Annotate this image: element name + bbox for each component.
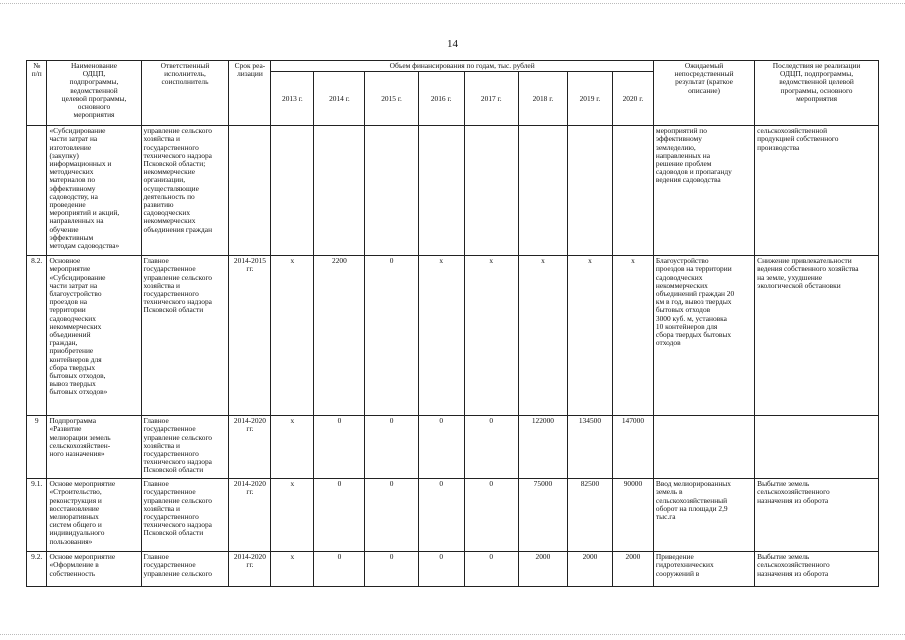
funding-cell: 134500 bbox=[567, 416, 612, 479]
funding-cell bbox=[418, 126, 464, 256]
page-edge-top bbox=[0, 3, 905, 4]
row-consequence: сельскохозяйственной продукцией собственного производства bbox=[755, 126, 879, 256]
row-result bbox=[653, 416, 754, 479]
header-year: 2013 г. bbox=[271, 72, 314, 126]
table-row bbox=[27, 256, 879, 416]
row-executor: Главное государственное управление сельского bbox=[141, 552, 229, 587]
funding-cell: 2000 bbox=[518, 552, 567, 587]
header-year: 2017 г. bbox=[464, 72, 518, 126]
funding-cell: 2000 bbox=[567, 552, 612, 587]
row-num: 9 bbox=[27, 416, 47, 479]
funding-cell bbox=[464, 126, 518, 256]
header-num: № п/п bbox=[27, 61, 47, 126]
funding-cell: 0 bbox=[365, 552, 418, 587]
row-name: Подпрограмма «Развитие мелиорации земель сельскохозяйствен- ного назначения» bbox=[47, 416, 141, 479]
header-year: 2019 г. bbox=[567, 72, 612, 126]
funding-cell: 82500 bbox=[567, 479, 612, 552]
header-executor: Ответственный исполнитель, соисполнитель bbox=[141, 61, 229, 126]
funding-cell bbox=[567, 126, 612, 256]
row-result: мероприятий по эффективному земледелию, направленных на решение проблем садоводов и пропаганду ведения садоводства bbox=[653, 126, 754, 256]
header-year: 2020 г. bbox=[612, 72, 653, 126]
program-table bbox=[26, 60, 879, 587]
row-num: 9.2. bbox=[27, 552, 47, 587]
funding-cell bbox=[271, 126, 314, 256]
header-year: 2018 г. bbox=[518, 72, 567, 126]
funding-cell: x bbox=[271, 552, 314, 587]
header-result: Ожидаемый непосредственный результат (краткое описание) bbox=[653, 61, 754, 126]
row-term: 2014-2020 гг. bbox=[229, 552, 271, 587]
funding-cell: 0 bbox=[314, 479, 365, 552]
funding-cell: 0 bbox=[464, 552, 518, 587]
row-executor: Главное государственное управление сельского хозяйства и государственного технического надзора Псковской области bbox=[141, 256, 229, 416]
funding-cell bbox=[365, 126, 418, 256]
row-name: «Субсидирование части затрат на изготовление (закупку) информационных и методических материалов по эффективному садоводству, на проведение мероприятий и акций, направленных на обучение эффективным методам садоводства» bbox=[47, 126, 141, 256]
header-term: Срок реа- лизации bbox=[229, 61, 271, 126]
row-term bbox=[229, 126, 271, 256]
table-body bbox=[27, 126, 879, 587]
funding-cell: 0 bbox=[418, 479, 464, 552]
funding-cell: 0 bbox=[365, 256, 418, 416]
row-consequence bbox=[755, 416, 879, 479]
page-edge-bottom bbox=[0, 634, 905, 635]
row-consequence: Выбытие земель сельскохозяйственного назначения из оборота bbox=[755, 479, 879, 552]
row-result: Ввод мелиорированных земель в сельскохозяйственный оборот на площади 2,9 тыс.га bbox=[653, 479, 754, 552]
row-executor: управление сельского хозяйства и государственного технического надзора Псковской области; некоммерческие организации, осуществляющие деятельность по развитию садоводческих некоммерческих объединения граждан bbox=[141, 126, 229, 256]
funding-cell: 0 bbox=[365, 479, 418, 552]
page-number: 14 bbox=[447, 38, 458, 50]
funding-cell: 0 bbox=[314, 416, 365, 479]
table-row bbox=[27, 416, 879, 479]
header-funding: Объем финансирования по годам, тыс. рублей bbox=[271, 61, 654, 72]
funding-cell: 75000 bbox=[518, 479, 567, 552]
row-num: 8.2. bbox=[27, 256, 47, 416]
funding-cell bbox=[518, 126, 567, 256]
funding-cell: 2200 bbox=[314, 256, 365, 416]
row-executor: Главное государственное управление сельского хозяйства и государственного технического надзора Псковской области bbox=[141, 479, 229, 552]
funding-cell: x bbox=[518, 256, 567, 416]
funding-cell: x bbox=[271, 416, 314, 479]
header-year: 2016 г. bbox=[418, 72, 464, 126]
funding-cell bbox=[314, 126, 365, 256]
row-term: 2014-2020 гг. bbox=[229, 416, 271, 479]
header-year: 2014 г. bbox=[314, 72, 365, 126]
funding-cell: x bbox=[567, 256, 612, 416]
funding-cell: x bbox=[271, 479, 314, 552]
header-name: Наименование ОДЦП, подпрограммы, ведомственной целевой программы, основного мероприятия bbox=[47, 61, 141, 126]
funding-cell: 0 bbox=[418, 416, 464, 479]
header-consequence: Последствия не реализации ОДЦП, подпрограммы, ведомственной целевой программы, основного мероприятия bbox=[755, 61, 879, 126]
funding-cell: 122000 bbox=[518, 416, 567, 479]
table-row bbox=[27, 479, 879, 552]
table-row bbox=[27, 126, 879, 256]
funding-cell: x bbox=[418, 256, 464, 416]
funding-cell: 0 bbox=[464, 416, 518, 479]
row-num bbox=[27, 126, 47, 256]
funding-cell: 90000 bbox=[612, 479, 653, 552]
row-name: Основе мероприятие «Строительство, реконструкция и восстановление мелиоративных систем общего и индивидуального пользования» bbox=[47, 479, 141, 552]
funding-cell: 147000 bbox=[612, 416, 653, 479]
funding-cell: x bbox=[271, 256, 314, 416]
funding-cell: 0 bbox=[418, 552, 464, 587]
funding-cell: x bbox=[612, 256, 653, 416]
row-result: Благоустройство проездов на территории садоводческих некоммерческих объединений граждан 20 км в год, вывоз твердых бытовых отходов 3000 куб. м, установка 10 контейнеров для сбора твердых бытовых отходов bbox=[653, 256, 754, 416]
funding-cell bbox=[612, 126, 653, 256]
row-name: Основе мероприятие «Оформление в собственность bbox=[47, 552, 141, 587]
row-executor: Главное государственное управление сельского хозяйства и государственного технического надзора Псковской области bbox=[141, 416, 229, 479]
funding-cell: 0 bbox=[464, 479, 518, 552]
funding-cell: 0 bbox=[314, 552, 365, 587]
row-name: Основное мероприятие «Субсидирование части затрат на благоустройство проездов на территории садоводческих некоммерческих объединений граждан, приобретение контейнеров для сбора твердых бытовых отходов, вывоз твердых бытовых отходов» bbox=[47, 256, 141, 416]
row-result: Приведение гидротехнических сооружений в bbox=[653, 552, 754, 587]
row-num: 9.1. bbox=[27, 479, 47, 552]
funding-cell: x bbox=[464, 256, 518, 416]
table-row bbox=[27, 552, 879, 587]
funding-cell: 0 bbox=[365, 416, 418, 479]
row-consequence: Выбытие земель сельскохозяйственного назначения из оборота bbox=[755, 552, 879, 587]
row-consequence: Снижение привлекательности ведения собственного хозяйства на земле, ухудшение экологической обстановки bbox=[755, 256, 879, 416]
header-year: 2015 г. bbox=[365, 72, 418, 126]
funding-cell: 2000 bbox=[612, 552, 653, 587]
row-term: 2014-2020 гг. bbox=[229, 479, 271, 552]
row-term: 2014-2015 гг. bbox=[229, 256, 271, 416]
